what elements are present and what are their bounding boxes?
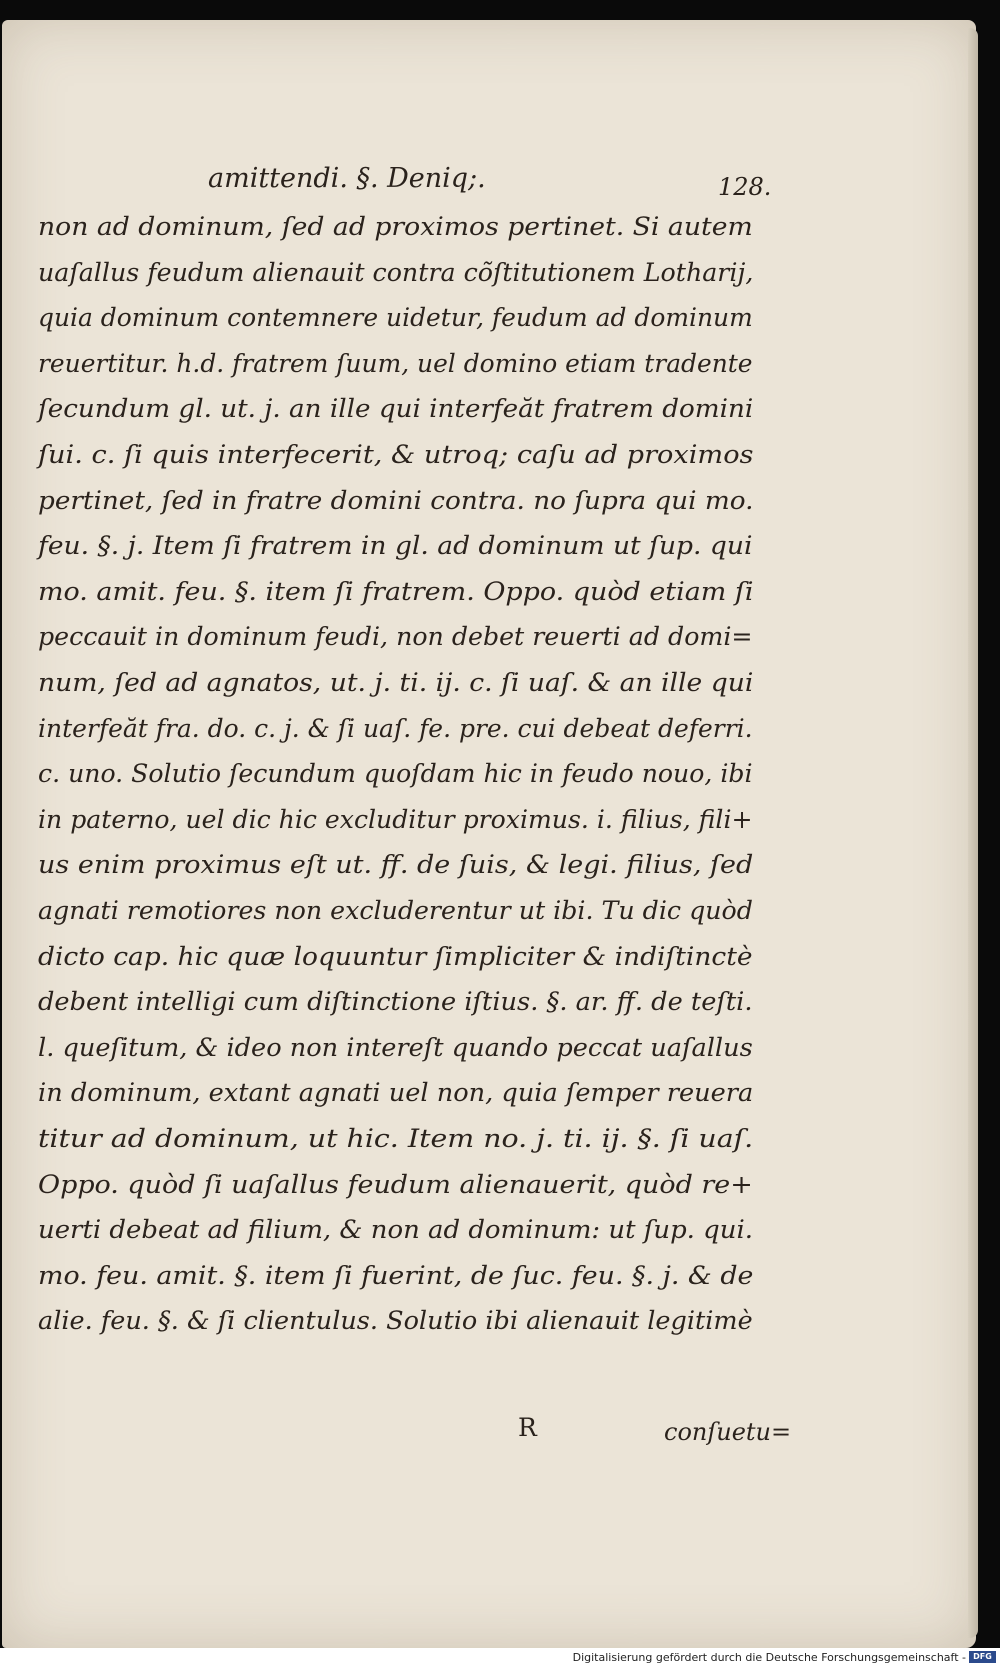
text-line: alie. feu. §. & ſi clientulus. Solutio ibi alienauit legitimè <box>38 1306 753 1337</box>
text-line: titur ad dominum, ut hic. Item no. j. ti. ij. §. ſi uaſ. <box>38 1124 754 1154</box>
text-line: us enim proximus eſt ut. ff. de ſuis, & legi. filius, ſed <box>38 850 754 881</box>
text-line: pertinet, ſed in fratre domini contra. no ſupra qui mo. <box>38 485 754 516</box>
text-line: l. queſitum, & ideo non intereſt quando peccat uaſallus <box>38 1032 753 1063</box>
text-line: mo. feu. amit. §. item ſi fuerint, de ſuc. feu. §. j. & de <box>38 1260 754 1291</box>
text-line: uerti debeat ad filium, & non ad dominum: ut ſup. qui. <box>38 1215 754 1246</box>
text-line: in dominum, extant agnati uel non, quia ſemper reuera <box>38 1078 754 1109</box>
text-line: agnati remotiores non excluderentur ut ibi. Tu dic quòd <box>38 896 753 926</box>
signature-mark: R <box>518 1413 537 1442</box>
funding-notice: Digitalisierung gefördert durch die Deutsche Forschungsgemeinschaft - <box>572 1651 966 1664</box>
catchword: conſuetu= <box>664 1418 792 1446</box>
text-line: c. uno. Solutio ſecundum quoſdam hic in feudo nouo, ibi <box>38 759 753 790</box>
page-edge <box>968 28 978 1638</box>
text-line: feu. §. j. Item ſi fratrem in gl. ad dominum ut ſup. qui <box>38 531 753 562</box>
text-line: dicto cap. hic quæ loquuntur ſimpliciter & indiſtinctè <box>38 941 753 972</box>
text-line: quia dominum contemnere uidetur, feudum ad dominum <box>38 303 753 334</box>
text-line: non ad dominum, ſed ad proximos pertinet. Si autem <box>38 212 753 242</box>
text-line: ſui. c. ſi quis interfecerit, & utroq; caſu ad proximos <box>38 440 754 470</box>
text-line: debent intelligi cum diſtinctione iſtius. §. ar. ff. de teſti. <box>38 987 753 1018</box>
text-line: peccauit in dominum feudi, non debet reuerti ad domi= <box>38 622 753 653</box>
text-line: ſecundum gl. ut. j. an ille qui interfeăt fratrem domini <box>38 394 754 425</box>
text-line: uaſallus feudum alienauit contra cõſtitutionem Lotharij, <box>38 257 754 288</box>
dfg-logo: DFG <box>969 1651 996 1663</box>
running-head: amittendi. §. Deniq;. <box>208 163 486 194</box>
text-line: mo. amit. feu. §. item ſi fratrem. Oppo. quòd etiam ſi <box>38 576 754 607</box>
text-line: interfeăt fra. do. c. j. & ſi uaſ. fe. pre. cui debeat deferri. <box>38 713 753 744</box>
text-line: in paterno, uel dic hic excluditur proximus. i. filius, fili+ <box>38 804 753 835</box>
text-line: reuertitur. h.d. fratrem ſuum, uel domino etiam tradente <box>38 348 753 379</box>
page-number: 128. <box>718 173 772 201</box>
text-line: Oppo. quòd ſi uaſallus feudum alienauerit, quòd re+ <box>38 1169 753 1200</box>
text-line: num, ſed ad agnatos, ut. j. ti. ij. c. ſi uaſ. & an ille qui <box>38 668 754 698</box>
